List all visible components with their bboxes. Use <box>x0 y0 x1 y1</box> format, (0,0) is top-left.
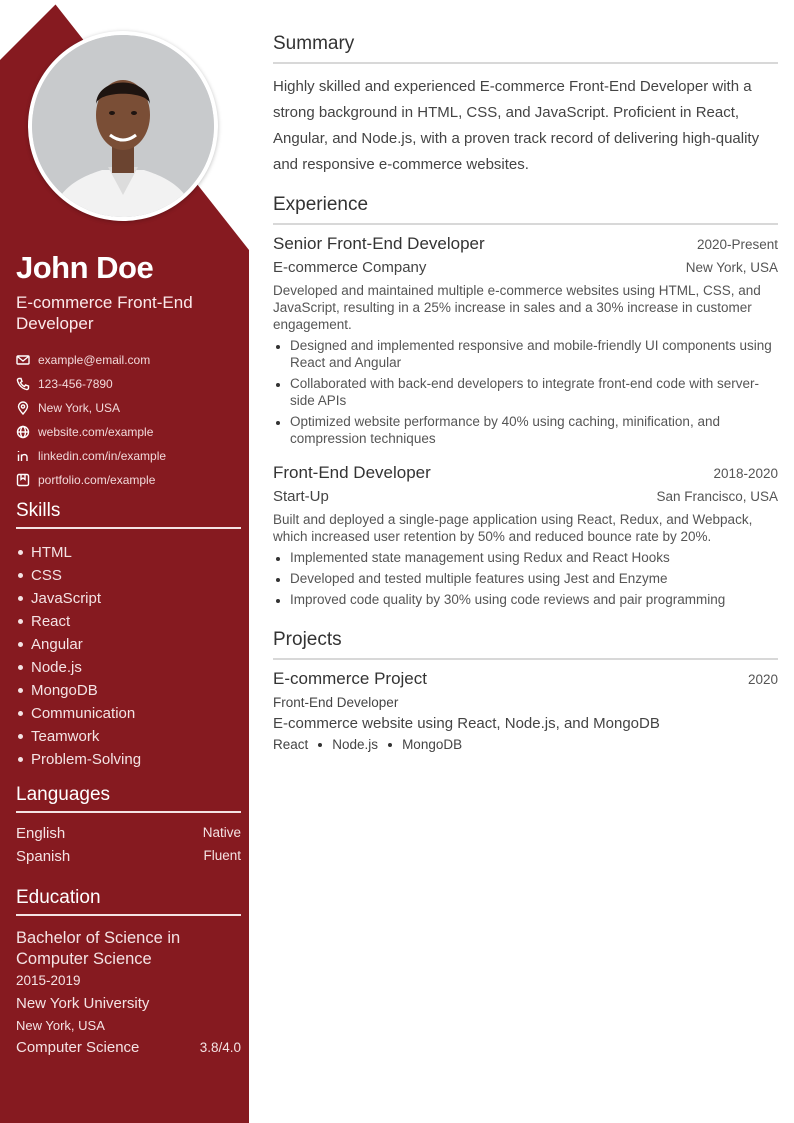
sidebar <box>0 0 249 1123</box>
job-header <box>273 234 778 254</box>
education-location: New York, USA <box>16 1018 105 1033</box>
contact-phone-text: 123-456-7890 <box>38 377 113 391</box>
candidate-title: E-commerce Front-End Developer <box>16 293 193 333</box>
skill-item: MongoDB <box>16 679 141 702</box>
contact-email-text: example@email.com <box>38 353 151 367</box>
job-location: New York, USA <box>685 260 778 275</box>
language-name: English <box>16 825 66 842</box>
corner-cutout <box>0 0 60 60</box>
education-field: Computer Science <box>16 1039 140 1056</box>
education-field-row <box>16 1039 241 1056</box>
skill-item: Angular <box>16 633 141 656</box>
skill-item: JavaScript <box>16 587 141 610</box>
education-gpa: 3.8/4.0 <box>199 1040 241 1055</box>
job-dates: 2018-2020 <box>713 466 778 481</box>
education-school: New York University <box>16 995 150 1012</box>
language-level: Fluent <box>203 848 241 863</box>
contact-linkedin-text: linkedin.com/in/example <box>38 449 167 463</box>
project-tags <box>273 737 462 752</box>
skill-item: HTML <box>16 541 141 564</box>
projects-heading: Projects <box>273 629 778 660</box>
contact-list <box>16 348 166 492</box>
contact-website[interactable] <box>16 420 166 444</box>
job-dates: 2020-Present <box>696 237 778 252</box>
globe-icon <box>16 425 30 439</box>
language-row <box>16 825 241 842</box>
skill-item: Teamwork <box>16 725 141 748</box>
linkedin-icon <box>16 449 30 463</box>
job-description: Developed and maintained multiple e-commerce websites using HTML, CSS, and JavaScript, resulting in a 25% increase in sales and a 30% increase in customer engagement. <box>273 283 761 332</box>
language-level: Native <box>202 825 241 840</box>
job-bullet: Collaborated with back-end developers to integrate front-end code with server-side APIs <box>273 375 778 409</box>
job-title: Senior Front-End Developer <box>273 234 485 253</box>
contact-location-text: New York, USA <box>38 401 121 415</box>
contact-phone[interactable] <box>16 372 166 396</box>
skills-list <box>16 541 141 771</box>
language-name: Spanish <box>16 848 71 865</box>
job-bullets <box>273 549 778 612</box>
skills-heading: Skills <box>16 500 241 529</box>
contact-linkedin[interactable] <box>16 444 166 468</box>
skill-item: React <box>16 610 141 633</box>
skill-item: Communication <box>16 702 141 725</box>
job-title: Front-End Developer <box>273 463 431 482</box>
project-date: 2020 <box>747 672 778 687</box>
job-company-row <box>273 488 778 505</box>
portfolio-icon <box>16 473 30 487</box>
experience-heading: Experience <box>273 194 778 225</box>
education-dates: 2015-2019 <box>16 973 81 988</box>
job-company: E-commerce Company <box>273 259 427 276</box>
phone-icon <box>16 377 30 391</box>
education-heading: Education <box>16 887 241 916</box>
job-header <box>273 463 778 483</box>
profile-photo <box>32 35 214 217</box>
project-header <box>273 669 778 689</box>
contact-portfolio[interactable] <box>16 468 166 492</box>
project-tag: React <box>273 737 309 752</box>
education-degree: Bachelor of Science in Computer Science <box>16 929 181 968</box>
skill-item: Node.js <box>16 656 141 679</box>
project-role: Front-End Developer <box>273 695 399 710</box>
skill-item: CSS <box>16 564 141 587</box>
contact-location <box>16 396 166 420</box>
job-bullet: Designed and implemented responsive and mobile-friendly UI components using React and Angular <box>273 337 778 371</box>
skill-item: Problem-Solving <box>16 748 141 771</box>
location-icon <box>16 401 30 415</box>
project-tag: MongoDB <box>402 737 463 752</box>
project-name: E-commerce Project <box>273 669 427 688</box>
contact-website-text: website.com/example <box>38 425 154 439</box>
profile-photo-illustration <box>32 35 214 217</box>
job-bullet: Implemented state management using Redux and React Hooks <box>273 549 778 566</box>
job-company-row <box>273 259 778 276</box>
languages-heading: Languages <box>16 784 241 813</box>
job-bullets <box>273 337 778 451</box>
project-description: E-commerce website using React, Node.js, and MongoDB <box>273 715 660 732</box>
contact-portfolio-text: portfolio.com/example <box>38 473 156 487</box>
summary-text: Highly skilled and experienced E-commerce Front-End Developer with a strong background in HTML, CSS, and JavaScript. Proficient in React, Angular, and Node.js, with a proven track record of delivering high-quality and responsive e-commerce websites. <box>273 78 760 173</box>
contact-email[interactable] <box>16 348 166 372</box>
job-bullet: Developed and tested multiple features using Jest and Enzyme <box>273 570 778 587</box>
language-row <box>16 848 241 865</box>
job-bullet: Improved code quality by 30% using code reviews and pair programming <box>273 591 778 608</box>
job-location: San Francisco, USA <box>656 489 778 504</box>
email-icon <box>16 353 30 367</box>
summary-heading: Summary <box>273 33 778 64</box>
candidate-name: John Doe <box>16 250 154 285</box>
job-bullet: Optimized website performance by 40% using caching, minification, and compression techniques <box>273 413 778 447</box>
job-description: Built and deployed a single-page application using React, Redux, and Webpack, which increased user retention by 50% and reduced bounce rate by 20%. <box>273 512 753 544</box>
profile-photo-frame <box>28 31 218 221</box>
job-company: Start-Up <box>273 488 329 505</box>
project-tag: Node.js <box>332 737 379 752</box>
